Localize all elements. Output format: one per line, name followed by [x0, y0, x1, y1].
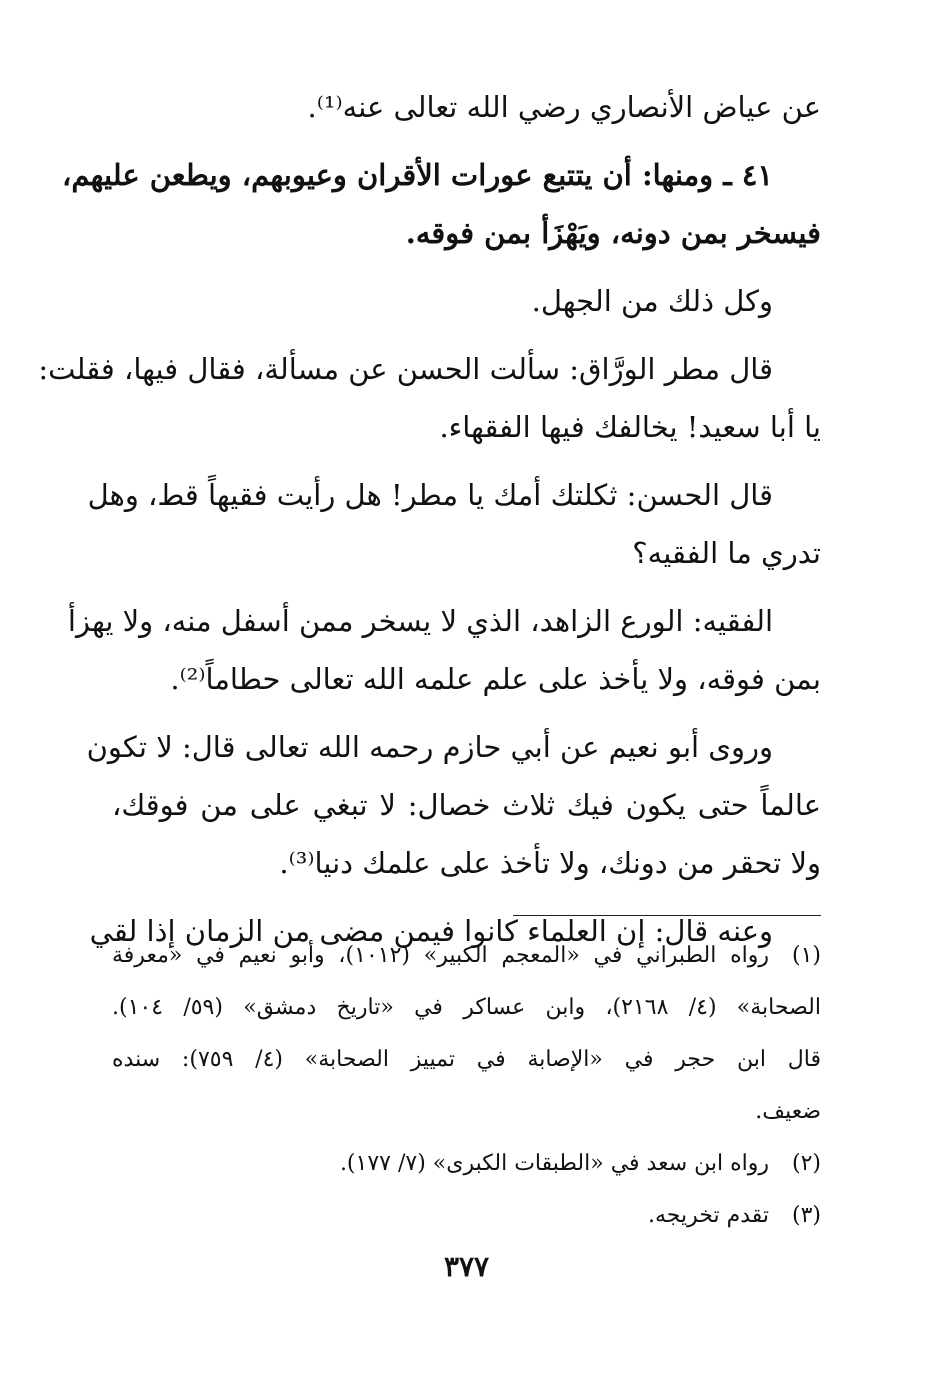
footnote-1-number: (١): [792, 943, 822, 968]
footnote-1-text-1: رواه الطبراني في «المعجم الكبير» (١٠١٢)، وأبو نعيم في «معرفة: [112, 943, 770, 968]
text-line-wa-anhu: وعنه قال: إن العلماء كانوا فيمن مضى من الزمان إذا لقي: [89, 914, 773, 948]
footnote-3: [112, 1190, 821, 1242]
text-line-hasan: قال الحسن: ثكلتك أمك يا مطر! هل رأيت فقيهاً قط، وهل: [87, 478, 773, 512]
footnote-1-line-1: [112, 930, 821, 982]
page-number: ٣٧٧: [443, 1250, 490, 1283]
footnote-1-line-4: ضعيف.: [755, 1099, 821, 1124]
footnote-2: [112, 1138, 821, 1190]
footnote-2-text: رواه ابن سعد في «الطبقات الكبرى» (٧/ ١٧٧).: [339, 1151, 769, 1176]
text-line-tadri: تدري ما الفقيه؟: [632, 536, 821, 570]
footnote-1-line-3: قال ابن حجر في «الإصابة في تمييز الصحابة» (٤/ ٧٥٩): سنده: [112, 1047, 822, 1072]
heading-line-41-continued: فيسخر بمن دونه، ويَهْزَأ بمن فوقه.: [405, 216, 821, 250]
text-line-aliman: عالماً حتى يكون فيك ثلاث خصال: لا تبغي على من فوقك،: [112, 788, 821, 822]
footnote-divider: [513, 915, 821, 916]
heading-line-41: ٤١ ـ ومنها: أن يتتبع عورات الأقران وعيوبهم، ويطعن عليهم،: [61, 158, 773, 192]
footnote-3-number: (٣): [791, 1203, 821, 1228]
text-line-la-tahqir: ولا تحقر من دونك، ولا تأخذ على علمك دنيا⁽³⁾.: [279, 846, 821, 880]
footnote-2-number: (٢): [791, 1151, 821, 1176]
footnotes: [112, 930, 821, 1242]
text-line-faqih-continued: بمن فوقه، ولا يأخذ على علم علمه الله تعالى حطاماً⁽²⁾.: [170, 662, 821, 696]
text-line-abu-said: يا أبا سعيد! يخالفك فيها الفقهاء.: [439, 410, 821, 444]
footnote-3-text: تقدم تخريجه.: [648, 1203, 769, 1228]
text-line-kull: وكل ذلك من الجهل.: [531, 284, 773, 318]
text-line-matar: قال مطر الورَّاق: سألت الحسن عن مسألة، فقال فيها، فقلت:: [38, 352, 773, 386]
footnote-1-line-2: الصحابة» (٤/ ٢١٦٨)، وابن عساكر في «تاريخ دمشق» (٥٩/ ١٠٤).: [112, 995, 821, 1020]
text-line-faqih: الفقيه: الورع الزاهد، الذي لا يسخر ممن أسفل منه، ولا يهزأ: [67, 604, 773, 638]
text-line-1: عن عياض الأنصاري رضي الله تعالى عنه⁽¹⁾.: [307, 90, 821, 124]
text-line-abu-nuaim: وروى أبو نعيم عن أبي حازم رحمه الله تعالى قال: لا تكون: [86, 730, 773, 764]
